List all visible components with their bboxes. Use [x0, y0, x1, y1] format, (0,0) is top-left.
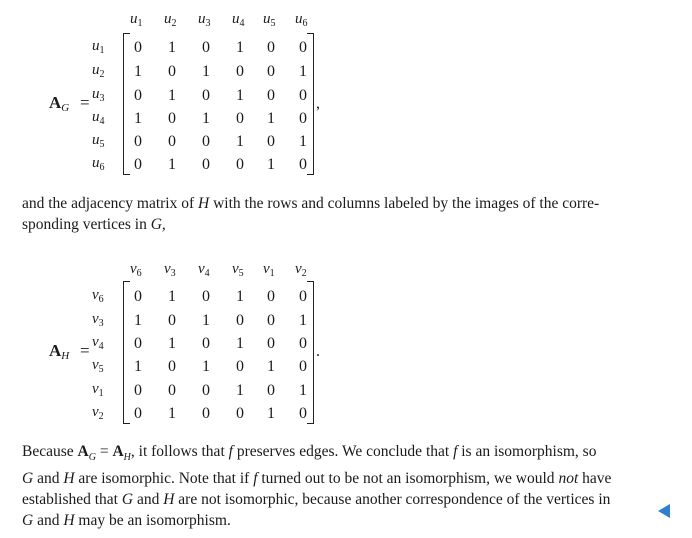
- matrix-cell: 0: [202, 39, 210, 56]
- matrix-cell: 1: [168, 405, 176, 422]
- matrix-cell: 0: [236, 405, 244, 422]
- conc-g2: G: [121, 491, 134, 509]
- conc-g1: G: [22, 470, 34, 488]
- matrix-cell: 1: [202, 63, 210, 80]
- row-label: $u_1$: [92, 38, 105, 56]
- matrix-cell: 1: [134, 110, 142, 127]
- matrix-cell: 0: [202, 335, 210, 352]
- matrix-cell: 1: [299, 63, 307, 80]
- matrix-cell: 1: [267, 405, 275, 422]
- column-label: $u_2$: [164, 11, 177, 29]
- matrix-cell: 0: [134, 382, 142, 399]
- matrix-cell: 0: [236, 110, 244, 127]
- matrix-cell: 0: [202, 133, 210, 150]
- row-label: $v_5$: [92, 357, 104, 375]
- right-bracket: [307, 281, 314, 424]
- matrix-cell: 0: [134, 156, 142, 173]
- matrix-cell: 0: [134, 39, 142, 56]
- matrix-cell: 0: [236, 63, 244, 80]
- equals-sign: =: [80, 93, 90, 112]
- matrix-cell: 0: [299, 39, 307, 56]
- matrix-cell: 1: [168, 39, 176, 56]
- row-label: $v_4$: [92, 334, 104, 352]
- matrix-cell: 1: [299, 312, 307, 329]
- matrix-cell: 1: [134, 63, 142, 80]
- row-label: $u_2$: [92, 62, 105, 80]
- mid-text-4: ,: [161, 216, 166, 233]
- equals-sign: =: [80, 341, 90, 360]
- conc-f3: f: [253, 470, 258, 488]
- matrix-cell: 0: [299, 156, 307, 173]
- matrix-cell: 0: [134, 405, 142, 422]
- conc-ag-letter: A: [77, 443, 89, 460]
- matrix-cell: 1: [168, 335, 176, 352]
- conc-text-9: established that: [22, 491, 122, 509]
- matrix-cell: 0: [236, 312, 244, 329]
- matrix-cell: 1: [299, 133, 307, 150]
- matrix-cell: 1: [134, 358, 142, 375]
- column-label: $v_2$: [295, 261, 307, 279]
- matrix-cell: 0: [299, 87, 307, 104]
- conc-text-2: , it follows that: [130, 443, 229, 460]
- conc-f1: f: [228, 443, 233, 460]
- matrix-cell: 1: [236, 133, 244, 150]
- conc-ah-sub: H: [123, 452, 131, 464]
- matrix-cell: 1: [202, 358, 210, 375]
- column-label: $v_5$: [232, 261, 244, 279]
- conc-text-8: have: [578, 470, 612, 488]
- conc-text-3: preserves edges. We conclude that: [232, 443, 454, 460]
- left-bracket: [123, 281, 130, 424]
- conc-text-5: and: [33, 470, 64, 488]
- conc-g3: G: [22, 512, 34, 530]
- matrix-name: $A_H$: [49, 341, 70, 362]
- conc-h1: H: [63, 470, 75, 488]
- matrix-cell: 0: [202, 288, 210, 305]
- mid-var-g: G: [150, 216, 162, 233]
- matrix-cell: 0: [168, 358, 176, 375]
- column-label: $v_6$: [130, 261, 142, 279]
- matrix-cell: 0: [236, 358, 244, 375]
- matrix-cell: 0: [267, 63, 275, 80]
- matrix-cell: 0: [202, 405, 210, 422]
- row-label: $u_5$: [92, 132, 105, 150]
- conc-f2: f: [453, 443, 458, 460]
- conc-ah-letter: A: [112, 443, 124, 460]
- conc-h2: H: [163, 491, 175, 509]
- matrix-cell: 0: [267, 288, 275, 305]
- column-label: $v_4$: [198, 261, 210, 279]
- matrix-name: $A_G$: [49, 93, 70, 114]
- conc-text-13: may be an isomorphism.: [74, 512, 231, 530]
- matrix-cell: 0: [299, 288, 307, 305]
- row-label: $v_6$: [92, 287, 104, 305]
- matrix-cell: 0: [134, 288, 142, 305]
- column-label: $u_3$: [198, 11, 211, 29]
- matrix-cell: 0: [168, 312, 176, 329]
- matrix-cell: 0: [168, 133, 176, 150]
- conc-ag: [77, 443, 96, 464]
- conc-text-10: and: [133, 491, 164, 509]
- matrix-cell: 1: [267, 156, 275, 173]
- column-label: $u_5$: [263, 11, 276, 29]
- matrix-cell: 0: [267, 39, 275, 56]
- mid-var-h: H: [198, 195, 210, 212]
- matrix-cell: 1: [202, 312, 210, 329]
- matrix-cell: 0: [134, 87, 142, 104]
- matrix-cell: 0: [202, 156, 210, 173]
- matrix-cell: 1: [168, 156, 176, 173]
- matrix-cell: 0: [168, 382, 176, 399]
- column-label: $u_4$: [232, 11, 245, 29]
- row-label: $u_4$: [92, 109, 105, 127]
- matrix-cell: 1: [236, 288, 244, 305]
- trailing-punctuation: .: [316, 343, 320, 360]
- row-label: $v_3$: [92, 311, 104, 329]
- matrix-cell: 0: [267, 133, 275, 150]
- mid-text-3: sponding vertices in: [22, 216, 151, 233]
- column-label: $u_1$: [130, 11, 143, 29]
- column-label: $v_3$: [164, 261, 176, 279]
- matrix-cell: 0: [236, 156, 244, 173]
- matrix-cell: 0: [134, 335, 142, 352]
- matrix-cell: 1: [236, 39, 244, 56]
- row-label: $u_6$: [92, 155, 105, 173]
- matrix-cell: 0: [299, 358, 307, 375]
- matrix-cell: 0: [134, 133, 142, 150]
- conc-text-1: Because: [22, 443, 78, 460]
- conc-ah: [112, 443, 131, 464]
- conc-text-6: are isomorphic. Note that if: [74, 470, 254, 488]
- matrix-cell: 0: [299, 405, 307, 422]
- conc-text-12: and: [33, 512, 64, 530]
- conc-ag-sub: G: [88, 452, 96, 464]
- row-label: $u_3$: [92, 86, 105, 104]
- matrix-cell: 0: [202, 382, 210, 399]
- row-label: $v_1$: [92, 381, 104, 399]
- mid-text-2: with the rows and columns labeled by the images of the corre-: [209, 195, 600, 212]
- mid-text-1: and the adjacency matrix of: [22, 195, 199, 212]
- conc-not: not: [558, 470, 579, 488]
- trailing-punctuation: ,: [316, 95, 320, 112]
- matrix-cell: 1: [168, 87, 176, 104]
- conc-text-4: is an isomorphism, so: [457, 443, 597, 460]
- matrix-cell: 0: [267, 335, 275, 352]
- matrix-cell: 0: [299, 110, 307, 127]
- column-label: $v_1$: [263, 261, 275, 279]
- row-label: $v_2$: [92, 404, 104, 422]
- conc-text-11: are not isomorphic, because another correspondence of the vertices in: [174, 491, 611, 509]
- conc-h3: H: [63, 512, 75, 530]
- end-of-example-icon: [658, 504, 670, 518]
- matrix-cell: 1: [202, 110, 210, 127]
- matrix-cell: 1: [267, 110, 275, 127]
- matrix-cell: 1: [236, 87, 244, 104]
- conc-eq: =: [95, 443, 113, 460]
- matrix-cell: 0: [267, 382, 275, 399]
- matrix-cell: 1: [236, 382, 244, 399]
- conc-text-7: turned out to be not an isomorphism, we would: [257, 470, 559, 488]
- column-label: $u_6$: [295, 11, 308, 29]
- matrix-cell: 1: [267, 358, 275, 375]
- matrix-cell: 0: [168, 110, 176, 127]
- matrix-cell: 0: [267, 312, 275, 329]
- matrix-cell: 0: [299, 335, 307, 352]
- matrix-cell: 0: [267, 87, 275, 104]
- matrix-cell: 1: [168, 288, 176, 305]
- matrix-cell: 0: [202, 87, 210, 104]
- matrix-cell: 1: [299, 382, 307, 399]
- conclusion-paragraph: [22, 441, 682, 531]
- matrix-cell: 1: [134, 312, 142, 329]
- matrix-cell: 0: [168, 63, 176, 80]
- matrix-cell: 1: [236, 335, 244, 352]
